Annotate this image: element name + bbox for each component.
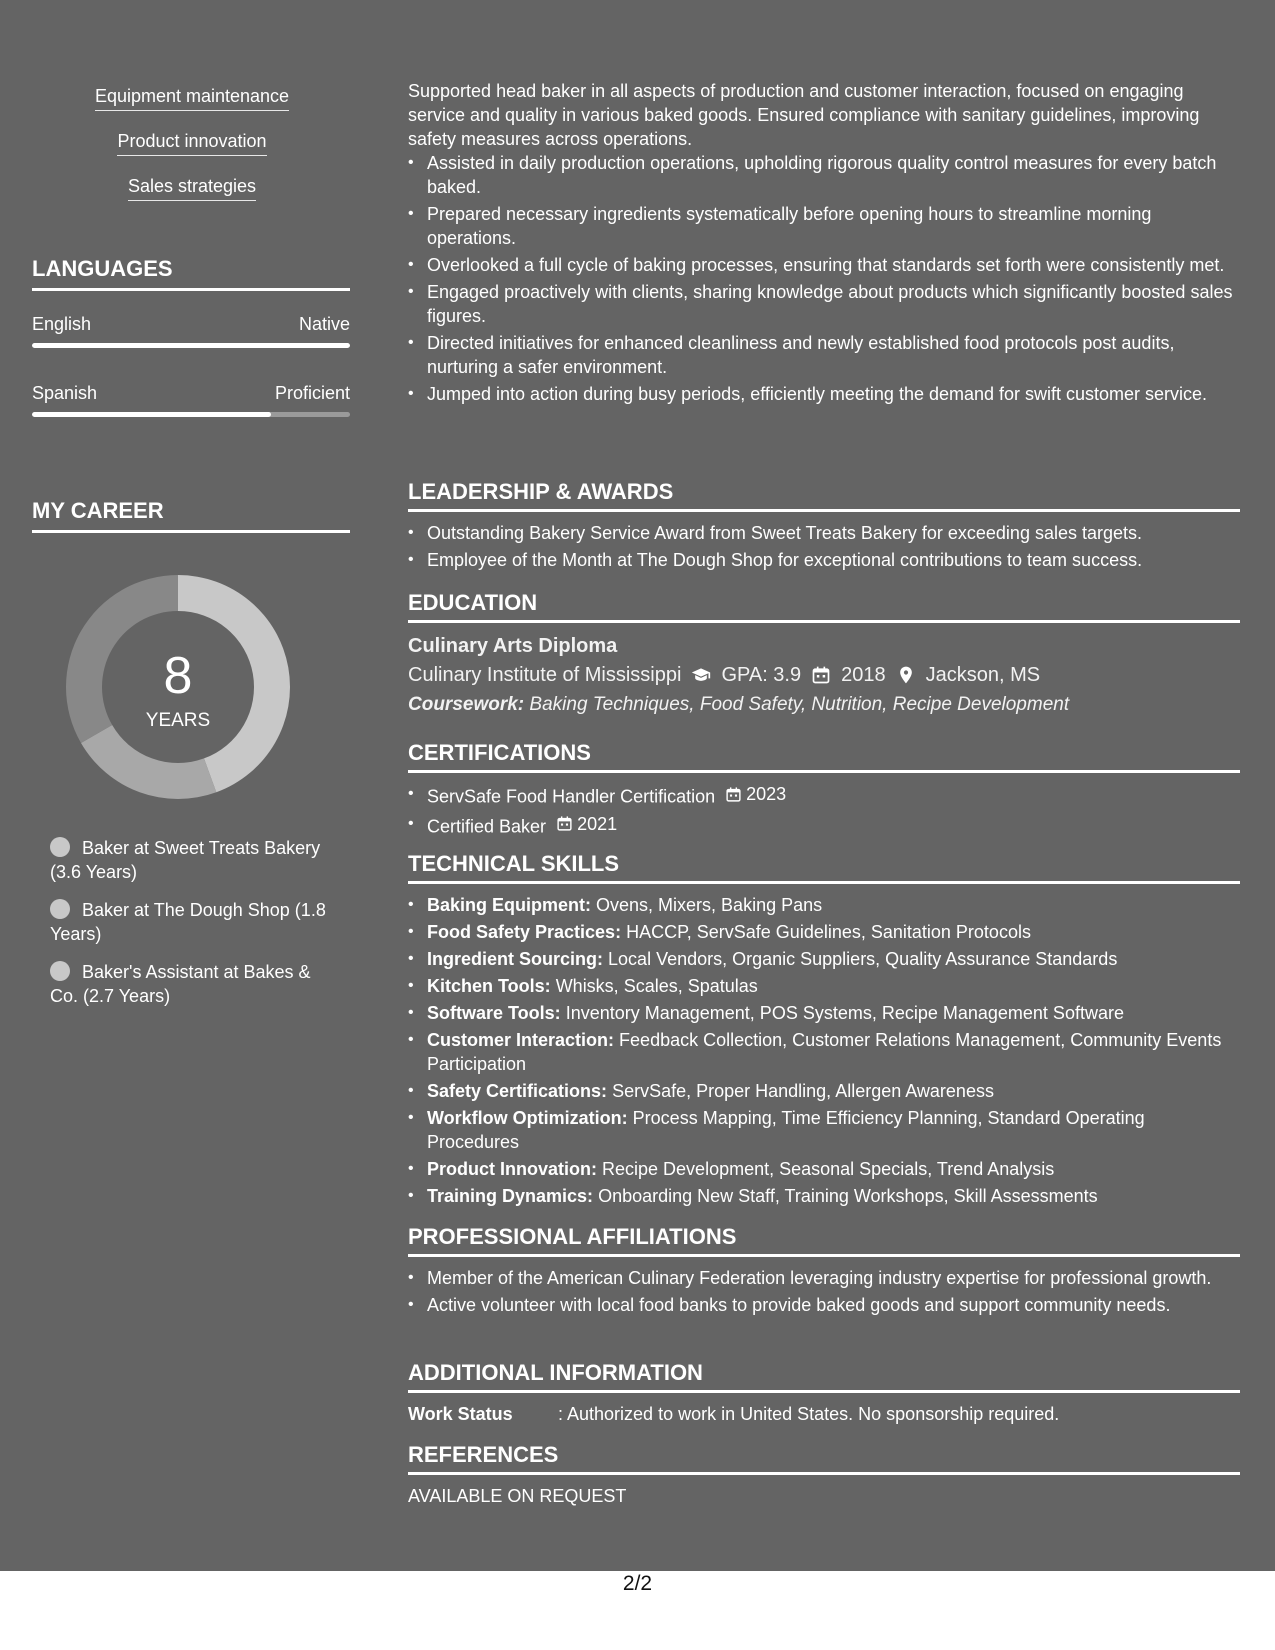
graduation-year: 2018 — [841, 664, 886, 686]
skill-category: Food Safety Practices: — [427, 922, 622, 942]
experience-summary: Supported head baker in all aspects of production and customer interaction, focused on engaging service and quality in various baked goods. Ensured compliance with sanitary guidelines, improving safety measures across operations. — [408, 81, 1200, 149]
skill-item — [32, 86, 352, 111]
career-legend-label: Baker at The Dough Shop (1.8 Years) — [50, 900, 326, 944]
degree-title: Culinary Arts Diploma — [408, 635, 618, 657]
coursework-list: Baking Techniques, Food Safety, Nutrition, Recipe Development — [529, 694, 1070, 715]
skill-label: Product innovation — [117, 131, 266, 156]
school-location: Jackson, MS — [925, 664, 1041, 686]
skill-values: HACCP, ServSafe Guidelines, Sanitation Protocols — [626, 922, 1031, 942]
technical-skills-section — [408, 851, 1240, 1211]
section-heading: ADDITIONAL INFORMATION — [408, 1360, 1240, 1393]
section-heading: PROFESSIONAL AFFILIATIONS — [408, 1224, 1240, 1257]
skill-values: Onboarding New Staff, Training Workshops, Skill Assessments — [598, 1186, 1098, 1206]
certification-item — [408, 782, 1240, 809]
skill-item — [32, 131, 352, 156]
career-legend-label: Baker's Assistant at Bakes & Co. (2.7 Years) — [50, 962, 311, 1006]
calendar-icon — [811, 665, 831, 685]
proficiency-fill — [32, 343, 350, 348]
affiliation-item: • Active volunteer with local food banks to provide baked goods and support community needs. — [408, 1293, 1240, 1317]
award-item: • Employee of the Month at The Dough Shop for exceptional contributions to team success. — [408, 548, 1240, 572]
skill-category: Kitchen Tools: — [427, 976, 551, 996]
skill-label: Sales strategies — [128, 176, 256, 201]
skill-values: ServSafe, Proper Handling, Allergen Awareness — [612, 1081, 994, 1101]
gpa: GPA: 3.9 — [721, 664, 802, 686]
language-name: English — [32, 314, 92, 334]
section-heading: LEADERSHIP & AWARDS — [408, 479, 1240, 512]
technical-skill-item — [408, 1157, 1240, 1181]
certifications-section — [408, 740, 1240, 841]
location-pin-icon — [896, 665, 916, 685]
technical-skill-item — [408, 1028, 1240, 1076]
experience-bullet: • Prepared necessary ingredients systematically before opening hours to streamline morning operations. — [408, 202, 1240, 250]
education-details — [408, 660, 1240, 690]
legend-dot — [50, 961, 70, 981]
skill-values: Whisks, Scales, Spatulas — [555, 976, 758, 996]
skill-category: Baking Equipment: — [427, 895, 592, 915]
legend-dot — [50, 899, 70, 919]
skill-values: Feedback Collection, Customer Relations Management, Community Events Participation — [427, 1030, 1222, 1074]
languages-heading: LANGUAGES — [32, 256, 350, 291]
legend-dot — [50, 837, 70, 857]
education-section — [408, 590, 1240, 720]
experience-bullet: • Directed initiatives for enhanced cleanliness and newly established food protocols post audits, nurturing a safer environment. — [408, 331, 1240, 379]
graduation-cap-icon — [691, 665, 711, 685]
technical-skill-item — [408, 974, 1240, 998]
skill-category: Software Tools: — [427, 1003, 561, 1023]
experience-bullets — [408, 151, 1240, 406]
technical-skill-item — [408, 947, 1240, 971]
technical-skill-item — [408, 1001, 1240, 1025]
section-heading: TECHNICAL SKILLS — [408, 851, 1240, 884]
career-legend-label: Baker at Sweet Treats Bakery (3.6 Years) — [50, 838, 321, 882]
language-level: Native — [298, 314, 350, 334]
experience-section — [408, 79, 1240, 409]
language-row — [32, 314, 350, 335]
language-proficiency-bar — [32, 343, 350, 348]
experience-bullet: • Engaged proactively with clients, sharing knowledge about products which significantly boosted sales figures. — [408, 280, 1240, 328]
technical-skill-item — [408, 1106, 1240, 1154]
award-item: • Outstanding Bakery Service Award from Sweet Treats Bakery for exceeding sales targets. — [408, 521, 1240, 545]
skill-category: Product Innovation: — [427, 1159, 597, 1179]
skill-values: Inventory Management, POS Systems, Recipe Management Software — [565, 1003, 1124, 1023]
skill-category: Customer Interaction: — [427, 1030, 615, 1050]
career-legend-item — [50, 898, 335, 946]
section-heading: CERTIFICATIONS — [408, 740, 1240, 773]
skill-values: Local Vendors, Organic Suppliers, Quality Assurance Standards — [608, 949, 1118, 969]
coursework — [408, 690, 1240, 720]
technical-skill-item — [408, 1079, 1240, 1103]
skill-category: Safety Certifications: — [427, 1081, 608, 1101]
certification-item — [408, 812, 1240, 839]
proficiency-fill — [32, 412, 271, 417]
affiliations-section — [408, 1224, 1240, 1320]
work-status-label: Work Status — [408, 1404, 513, 1424]
career-total-unit: YEARS — [145, 710, 211, 731]
experience-bullet: • Assisted in daily production operations, upholding rigorous quality control measures for every batch baked. — [408, 151, 1240, 199]
calendar-icon — [725, 786, 742, 803]
career-legend-item — [50, 960, 335, 1008]
experience-bullet: • Overlooked a full cycle of baking processes, ensuring that standards set forth were consistently met. — [408, 253, 1240, 277]
page-number: 2/2 — [622, 1572, 653, 1595]
language-proficiency-bar — [32, 412, 350, 417]
donut-segment — [81, 725, 216, 799]
technical-skill-item — [408, 1184, 1240, 1208]
technical-skill-item — [408, 920, 1240, 944]
career-total-years: 8 — [163, 647, 193, 705]
career-heading: MY CAREER — [32, 498, 350, 533]
references-section — [408, 1442, 1240, 1508]
skill-label: Equipment maintenance — [95, 86, 289, 111]
calendar-icon — [556, 815, 573, 832]
references-text: AVAILABLE ON REQUEST — [408, 1486, 627, 1506]
skill-values: Process Mapping, Time Efficiency Planning, Standard Operating Procedures — [427, 1108, 1145, 1152]
work-status-row — [408, 1402, 1240, 1426]
additional-information-section — [408, 1360, 1240, 1426]
language-row — [32, 383, 350, 404]
certification-name: Certified Baker — [427, 816, 547, 836]
section-heading: REFERENCES — [408, 1442, 1240, 1475]
section-heading: EDUCATION — [408, 590, 1240, 623]
technical-skill-item — [408, 893, 1240, 917]
coursework-label: Coursework: — [408, 694, 525, 715]
certification-name: ServSafe Food Handler Certification — [427, 786, 716, 807]
career-legend-item — [50, 836, 335, 884]
certification-year: 2021 — [577, 813, 618, 834]
leadership-section — [408, 479, 1240, 575]
skill-category: Workflow Optimization: — [427, 1108, 628, 1128]
experience-bullet: • Jumped into action during busy periods, efficiently meeting the demand for swift customer service. — [408, 382, 1240, 406]
skill-values: Recipe Development, Seasonal Specials, Trend Analysis — [602, 1159, 1055, 1179]
skill-values: Ovens, Mixers, Baking Pans — [596, 895, 823, 915]
work-status-value: : Authorized to work in United States. No sponsorship required. — [558, 1404, 1060, 1424]
skill-item — [32, 176, 352, 201]
affiliation-item: • Member of the American Culinary Federation leveraging industry expertise for professional growth. — [408, 1266, 1240, 1290]
skill-category: Training Dynamics: — [427, 1186, 594, 1206]
skill-category: Ingredient Sourcing: — [427, 949, 604, 969]
certification-year: 2023 — [746, 784, 787, 804]
language-level: Proficient — [274, 383, 350, 403]
school-name: Culinary Institute of Mississippi — [408, 664, 682, 686]
language-name: Spanish — [32, 383, 98, 403]
